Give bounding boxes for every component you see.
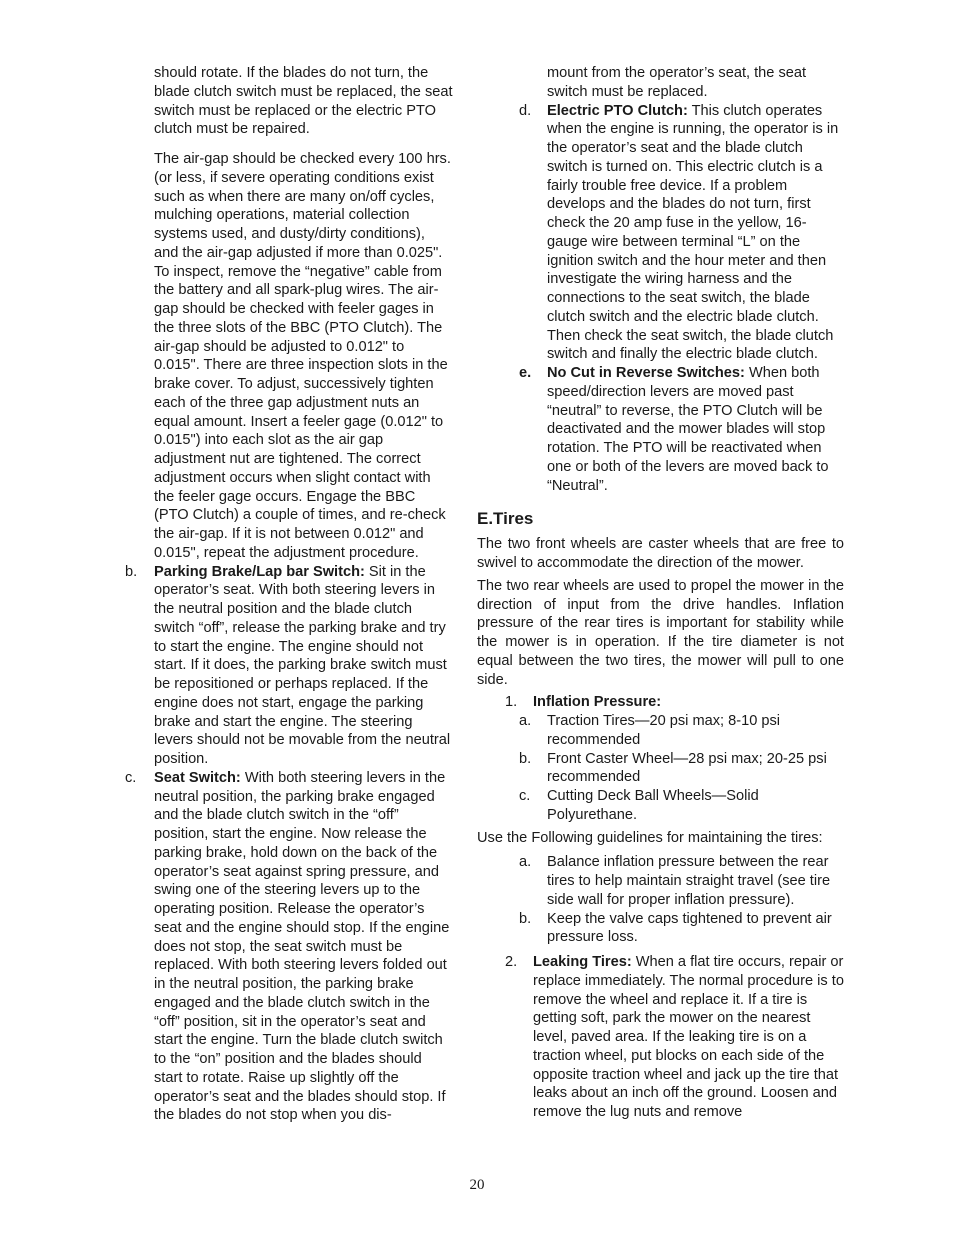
item-title: Leaking Tires: [533, 954, 632, 970]
item-marker: 2. [505, 954, 518, 970]
seat-switch-item [125, 769, 453, 1125]
inflation-list-item [477, 750, 844, 788]
rear-wheels-paragraph: The two rear wheels are used to propel the mower in the direction of input from the drive handles. Inflation pressure of the rear tires is important for stability while the mower is in operation. If the tire diameter is not equal between the two tires, the mower will pull to one side. [477, 577, 844, 688]
item-marker: c. [125, 769, 137, 786]
electric-pto-item [477, 102, 844, 365]
item-title: Seat Switch: [154, 769, 241, 786]
item-marker: e. [519, 365, 532, 381]
inflation-list-item [477, 712, 844, 750]
item-text: When both speed/direction levers are moved past “neutral” to reverse, the PTO Clutch will be deactivated and the mower blades will stop rotation. The PTO will be reactivated when one or both of the levers are moved back to “Neutral”. [547, 365, 829, 494]
item-marker: a. [519, 713, 532, 729]
item-text: When a flat tire occurs, repair or replace immediately. The normal procedure is to remove the wheel and replace it. If a tire is getting soft, park the mower on the nearest level, paved area. If the leaking tire is on a traction wheel, put blocks on each side of the opposite traction wheel and jack up the tire that leaks about an inch off the ground. Loosen and remove the lug nuts and remove [533, 954, 844, 1120]
item-title: Electric PTO Clutch: [547, 102, 688, 119]
front-wheels-paragraph: The two front wheels are caster wheels that are free to swivel to accommodate the direction of the mower. [477, 536, 844, 571]
continued-paragraph: mount from the operator’s seat, the seat switch must be replaced. [547, 65, 807, 100]
item-marker: b. [125, 563, 138, 580]
section-heading: E.Tires [477, 509, 534, 529]
guidelines-paragraph: Use the Following guidelines for maintaining the tires: [477, 829, 823, 846]
item-text: Traction Tires—20 psi max; 8-10 psi recommended [547, 713, 781, 748]
air-gap-paragraph: The air-gap should be checked every 100 hrs. (or less, if severe operating conditions exist such as when there are many on/off cycles, mulching operations, material collection systems used, and dusty/dirty conditions), and the air-gap adjusted if more than 0.025". To inspect, remove the “negative” cable from the battery and all spark-plug wires. The air-gap should be checked with feeler gages in the three slots of the BBC (PTO Clutch). The air-gap should be adjusted to 0.012" to 0.015". There are three inspection slots in the brake cover. To adjust, successively tighten each of the three gap adjustment nuts an equal amount. Insert a feeler gage (0.012" to 0.015") into each slot as the air gap adjustment nut are tightened. The correct adjustment occurs when slight contact with the feeler gage occurs. Engage the BBC (PTO Clutch) a couple of times, and re-check the air-gap. If it is not between 0.012" and 0.015", repeat the adjustment procedure. [154, 151, 451, 561]
leaking-tires-item [477, 953, 844, 1122]
item-text: Keep the valve caps tightened to prevent air pressure loss. [547, 910, 832, 946]
item-text: Sit in the operator’s seat. With both steering levers in the neutral position and the blade clutch switch “off”, release the parking brake and try to start the engine. The engine should not start. If it does, the parking brake switch must be repositioned or perhaps replaced. If the engine does not start, engage the parking brake and start the engine. The steering levers should not be movable from the neutral position. [154, 563, 451, 767]
no-cut-reverse-item [477, 364, 844, 495]
item-text: With both steering levers in the neutral position, the parking brake engaged and the blade clutch switch in the “off” position, start the engine. Now release the parking brake, hold down on the back of the operator’s seat against spring pressure, and swing one of the steering levers up to the operating position. Release the operator’s seat and the engine should stop. If the engine does not stop, the seat switch must be replaced. With both steering levers folded out in the neutral position, the parking brake engaged and the blade clutch switch in the “off” position, sit in the operator’s seat and start the engine. Turn the blade clutch switch to the “on” position and the blades should start to rotate. Raise up slightly off the operator’s seat and the blades should stop. If the blades do not stop when you dis- [154, 769, 450, 1124]
item-text: This clutch operates when the engine is running, the operator is in the operator’s seat and the blade clutch switch is turned on. This electric clutch is a fairly trouble free device. If a problem develops and the blades do not turn, first check the 20 amp fuse in the yellow, 16-gauge wire between terminal “L” on the ignition switch and the hour meter and then investigate the wiring harness and the connections to the seat switch, the blade clutch switch and the electric blade clutch. Then check the seat switch, the blade clutch switch and finally the electric blade clutch. [547, 102, 839, 363]
inflation-pressure-item [477, 693, 844, 712]
item-marker: d. [519, 102, 532, 119]
page-number: 20 [469, 1177, 485, 1193]
guideline-list-item [477, 910, 844, 948]
item-marker: b. [519, 910, 532, 927]
item-text: Front Caster Wheel—28 psi max; 20-25 psi recommended [547, 750, 827, 786]
inflation-list-item [477, 787, 844, 825]
right-column [477, 64, 844, 1122]
item-marker: a. [519, 854, 532, 871]
item-text: Balance inflation pressure between the rear tires to help maintain straight travel (see tire side wall for proper inflation pressure). [547, 854, 831, 908]
guideline-list-item [477, 853, 844, 909]
item-marker: 1. [505, 694, 518, 711]
left-column [125, 64, 453, 1125]
item-title: Inflation Pressure: [533, 694, 662, 711]
item-text: Cutting Deck Ball Wheels—Solid Polyurethane. [547, 788, 759, 823]
item-marker: b. [519, 750, 532, 767]
item-marker: c. [519, 788, 531, 804]
parking-brake-item [125, 563, 453, 769]
item-title: Parking Brake/Lap bar Switch: [154, 563, 365, 580]
continued-paragraph: should rotate. If the blades do not turn, the blade clutch switch must be replaced, the seat switch must be replaced or the electric PTO clutch must be repaired. [154, 65, 453, 138]
item-title: No Cut in Reverse Switches: [547, 365, 745, 381]
